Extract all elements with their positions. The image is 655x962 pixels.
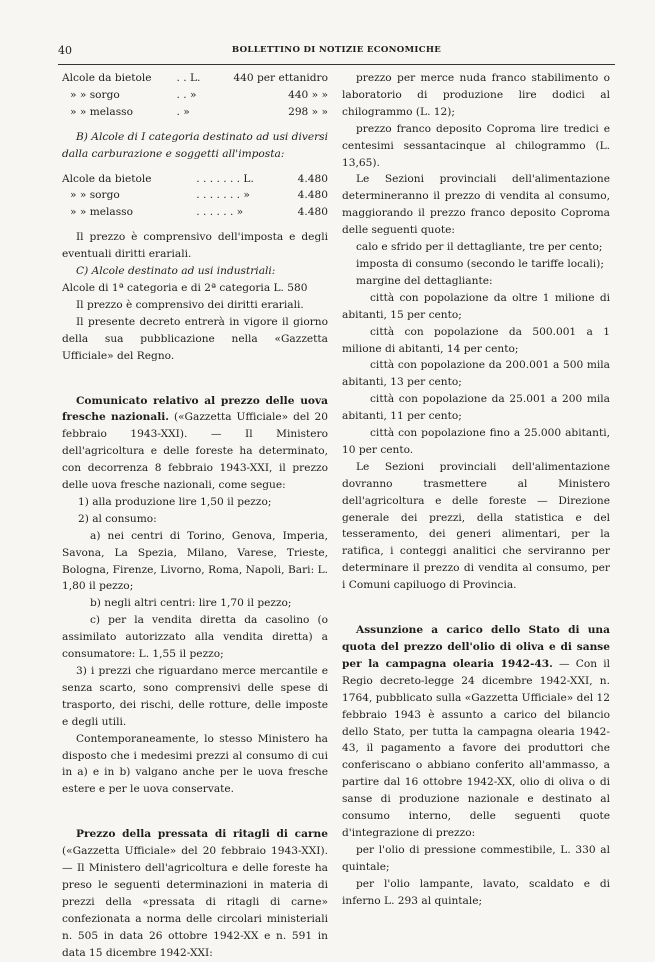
row-value: 440 » » <box>288 88 328 101</box>
row-label: » » melasso <box>70 206 133 219</box>
pressata-price-2: prezzo franco deposito Coproma lire tredici e centesimi sessantacinque al chilogrammo (L. 13,65). <box>342 122 610 169</box>
section-b-heading: B) Alcole di I categoria destinato ad usi diversi dalla carburazione e soggetti all'imposta: <box>62 130 328 160</box>
eggs-item-2b: b) negli altri centri: lire 1,70 il pezzo; <box>90 597 292 610</box>
price-note-2: Il prezzo è comprensivo dei diritti erariali. <box>76 298 304 311</box>
section-c-heading: C) Alcole destinato ad usi industriali: <box>76 265 276 278</box>
olio-text: — Con il Regio decreto-legge 24 dicembre 1942-XXI, n. 1764, pubblicato sulla «Gazzetta Ufficiale» del 12 febbraio 1943 è assunto a carico del bilancio dello Stato, per tutta la campagna olearia 1942-43, il pagamento a favore dei produttori che conferiscano o abbiano conferito all'ammasso, a partire dal 16 ottobre 1942-XX, olio di oliva o di sanse di produzione nazionale e destinato al consumo interno, delle seguenti quote d'integrazione di prezzo: <box>342 657 610 839</box>
pressata-text: («Gazzetta Ufficiale» del 20 febbraio 1943-XXI). — Il Ministero dell'agricoltura e delle foreste ha preso le seguenti determinazioni in materia di prezzi della «pressata di ritagli di carne» confezionata a norma delle circolari ministeriali n. 505 in data 26 ottobre 1942-XX e n. 591 in data 15 dicembre 1942-XXI: <box>62 845 328 959</box>
pressata-title: Prezzo della pressata di ritagli di carne <box>76 828 328 841</box>
eggs-item-2: 2) al consumo: <box>78 512 157 525</box>
row-label: » » sorgo <box>70 189 120 202</box>
row-value: 4.480 <box>297 172 328 185</box>
table-row <box>62 171 328 188</box>
page-header <box>58 44 615 64</box>
olio-title: Assunzione a carico dello Stato di una quota del prezzo dell'olio di oliva e di sanse per la campagna olearia 1942-43. <box>342 624 610 670</box>
table-row <box>62 87 328 104</box>
decree-note: Il presente decreto entrerà in vigore il giorno della sua pubblicazione nella «Gazzetta Ufficiale» del Regno. <box>62 315 328 362</box>
row-label: Alcole da bietole <box>62 72 152 84</box>
eggs-item-1: 1) alla produzione lire 1,50 il pezzo; <box>78 495 272 508</box>
margin-item-1: città con popolazione da oltre 1 milione di abitanti, 15 per cento; <box>342 291 610 321</box>
olio-item-1: per l'olio di pressione commestibile, L. 330 al quintale; <box>342 843 610 873</box>
sections-determine: Le Sezioni provinciali dell'alimentazione determineranno il prezzo di vendita al consumo, maggiorando il prezzo franco deposito Coproma delle seguenti quote: <box>342 173 610 237</box>
pressata-article <box>62 826 328 961</box>
right-column <box>342 70 610 910</box>
olio-article <box>342 622 610 842</box>
table-row <box>62 104 328 121</box>
alcohol-price-table-2 <box>62 171 328 222</box>
eggs-contemp: Contemporaneamente, lo stesso Ministero ha disposto che i medesimi prezzi al consumo di cui in a) e in b) valgano anche per le uova fresche estere e per le uova conservate. <box>62 732 328 796</box>
olio-item-2: per l'olio lampante, lavato, scaldato e di inferno L. 293 al quintale; <box>342 877 610 907</box>
margin-item-5: città con popolazione fino a 25.000 abitanti, 10 per cento. <box>342 427 610 456</box>
row-label: » » sorgo <box>70 88 120 101</box>
eggs-text: («Gazzetta Ufficiale» del 20 febbraio 1943-XXI). — Il Ministero dell'agricoltura e delle foreste ha determinato, con decorrenza 8 febbraio 1943-XXI, il prezzo delle uova fresche nazionali, come segue: <box>62 411 328 492</box>
row-label: » » melasso <box>70 105 133 118</box>
running-title: BOLLETTINO DI NOTIZIE ECONOMICHE <box>231 45 442 55</box>
row-dots: . » <box>176 105 190 118</box>
section-c-line: Alcole di 1ª categoria e di 2ª categoria L. 580 <box>62 281 308 294</box>
header-rule <box>58 64 615 65</box>
row-dots: . . . . . . . » <box>196 189 250 202</box>
row-dots: . . . . . . . L. <box>196 172 254 185</box>
table-row <box>62 187 328 204</box>
alcohol-price-table-1 <box>62 70 328 121</box>
quota-margine: margine del dettagliante: <box>356 274 493 287</box>
row-dots: . . » <box>176 88 197 101</box>
margin-item-4: città con popolazione da 25.001 a 200 mila abitanti, 11 per cento; <box>342 393 610 423</box>
quota-calo: calo e sfrido per il dettagliante, tre per cento; <box>356 241 603 254</box>
sections-transmit: Le Sezioni provinciali dell'alimentazione dovranno trasmettere al Ministero dell'agricoltura e delle foreste — Direzione generale dei prezzi, della statistica e del tesseramento, dei generi alimentari, per la ratifica, i conteggi analitici che serviranno per determinare il prezzo di vendita al consumo, per i Comuni capiluogo di Provincia. <box>342 460 610 592</box>
page-number: 40 <box>58 44 72 57</box>
margin-item-2: città con popolazione da 500.001 a 1 milione di abitanti, 14 per cento; <box>342 325 610 355</box>
row-dots: . . . . . . » <box>196 206 244 219</box>
row-value: 4.480 <box>297 189 328 202</box>
row-label: Alcole da bietole <box>62 172 152 185</box>
margin-item-3: città con popolazione da 200.001 a 500 mila abitanti, 13 per cento; <box>342 359 610 389</box>
row-value: 4.480 <box>297 206 328 219</box>
table-row <box>62 204 328 221</box>
eggs-item-2a: a) nei centri di Torino, Genova, Imperia, Savona, La Spezia, Milano, Varese, Trieste, Bologna, Firenze, Livorno, Roma, Napoli, Bari: L. 1,80 il pezzo; <box>62 529 328 593</box>
eggs-item-3: 3) i prezzi che riguardano merce mercantile e senza scarto, sono comprensivi delle spese di trasporto, dei rischi, delle rotture, delle imposte e degli utili. <box>62 665 328 728</box>
left-column <box>62 70 328 962</box>
pressata-price-1: prezzo per merce nuda franco stabilimento o laboratorio di produzione lire dodici al chilogrammo (L. 12); <box>342 72 610 118</box>
row-value: 440 per ettanidro <box>233 72 328 84</box>
table-row <box>62 70 328 87</box>
price-note: Il prezzo è comprensivo dell'imposta e degli eventuali diritti erariali. <box>62 231 328 261</box>
row-value: 298 » » <box>288 105 328 118</box>
eggs-article <box>62 393 328 494</box>
row-dots: . . L. <box>176 72 201 84</box>
eggs-title: Comunicato relativo al prezzo delle uova fresche nazionali. <box>62 394 328 424</box>
quota-imposta: imposta di consumo (secondo le tariffe locali); <box>356 257 604 270</box>
eggs-item-2c: c) per la vendita diretta da casolino (o assimilato autorizzato alla vendita diretta) a consumatore: L. 1,55 il pezzo; <box>62 614 328 661</box>
